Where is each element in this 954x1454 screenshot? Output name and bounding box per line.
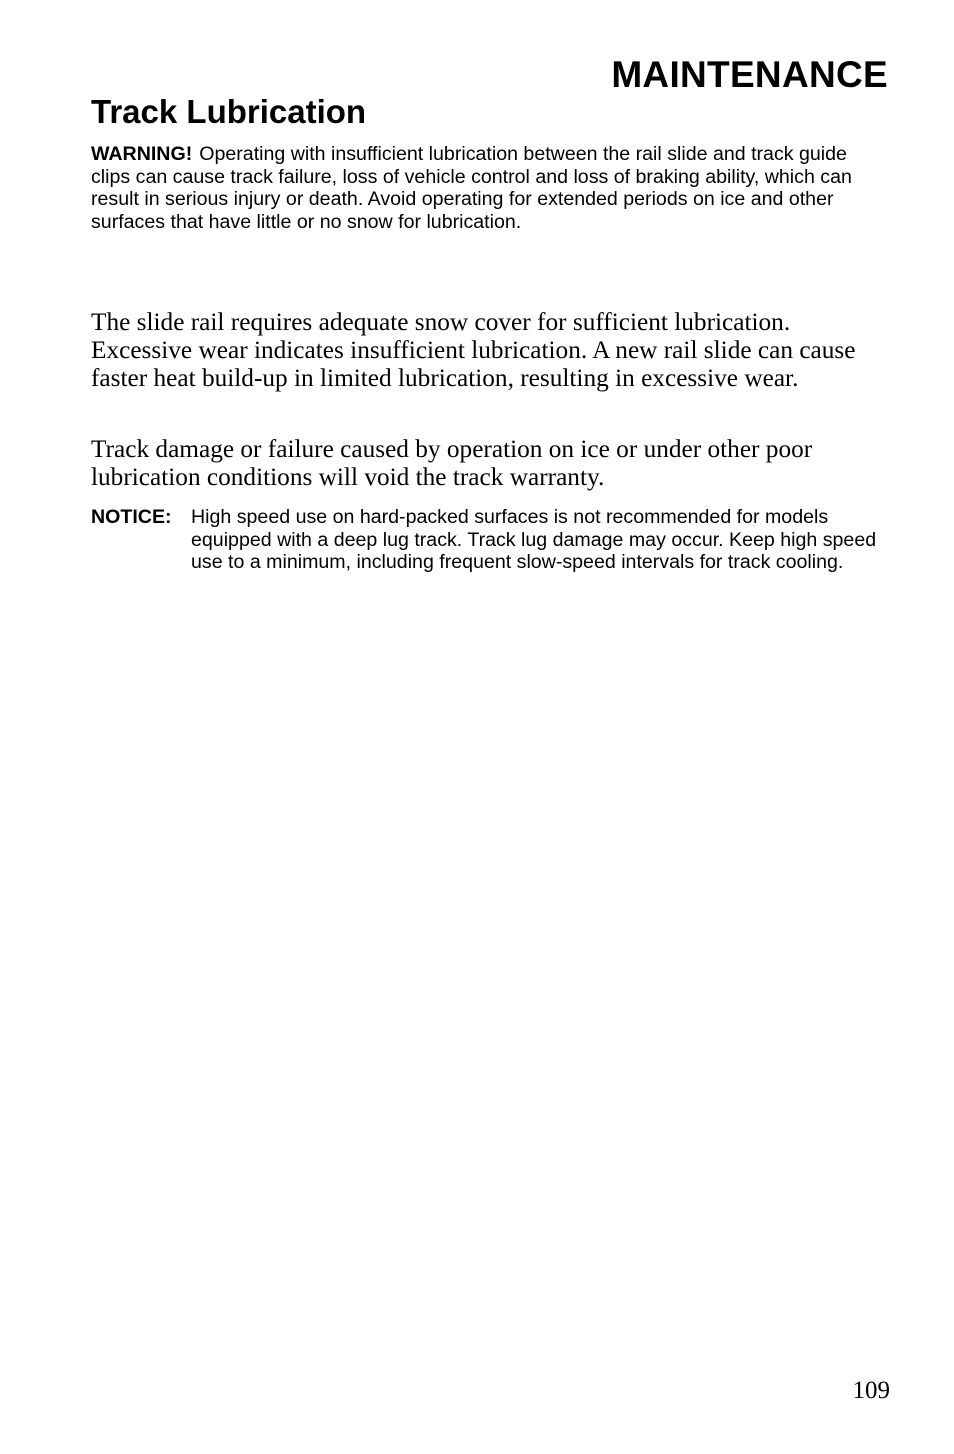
chapter-title: MAINTENANCE [611, 54, 888, 95]
body-paragraph-track-warranty: Track damage or failure caused by operation on ice or under other poor lubrication conditions will void the track warranty. [91, 435, 813, 491]
body-paragraph-slide-rail: The slide rail requires adequate snow cover for sufficient lubrication. Excessive wear indicates insufficient lubrication. A new rail slide can cause faster heat build-up in limited lubrication, resulting in excessive wear. [91, 308, 856, 392]
section-title: Track Lubrication [91, 93, 367, 130]
warning-block [91, 143, 881, 233]
warning-label: WARNING! [91, 143, 193, 165]
notice-text: High speed use on hard-packed surfaces is not recommended for models equipped with a deep lug track. Track lug damage may occur. Keep high speed use to a minimum, including frequent slow-speed intervals for track cooling. [191, 506, 877, 573]
page-number: 109 [852, 1377, 890, 1404]
warning-text: Operating with insufficient lubrication between the rail slide and track guide clips can cause track failure, loss of vehicle control and loss of braking ability, which can result in serious injury or death. Avoid operating for extended periods on ice and other surfaces that have little or no snow for lubrication. [91, 143, 852, 233]
notice-block [91, 506, 901, 574]
notice-label: NOTICE: [91, 506, 172, 528]
